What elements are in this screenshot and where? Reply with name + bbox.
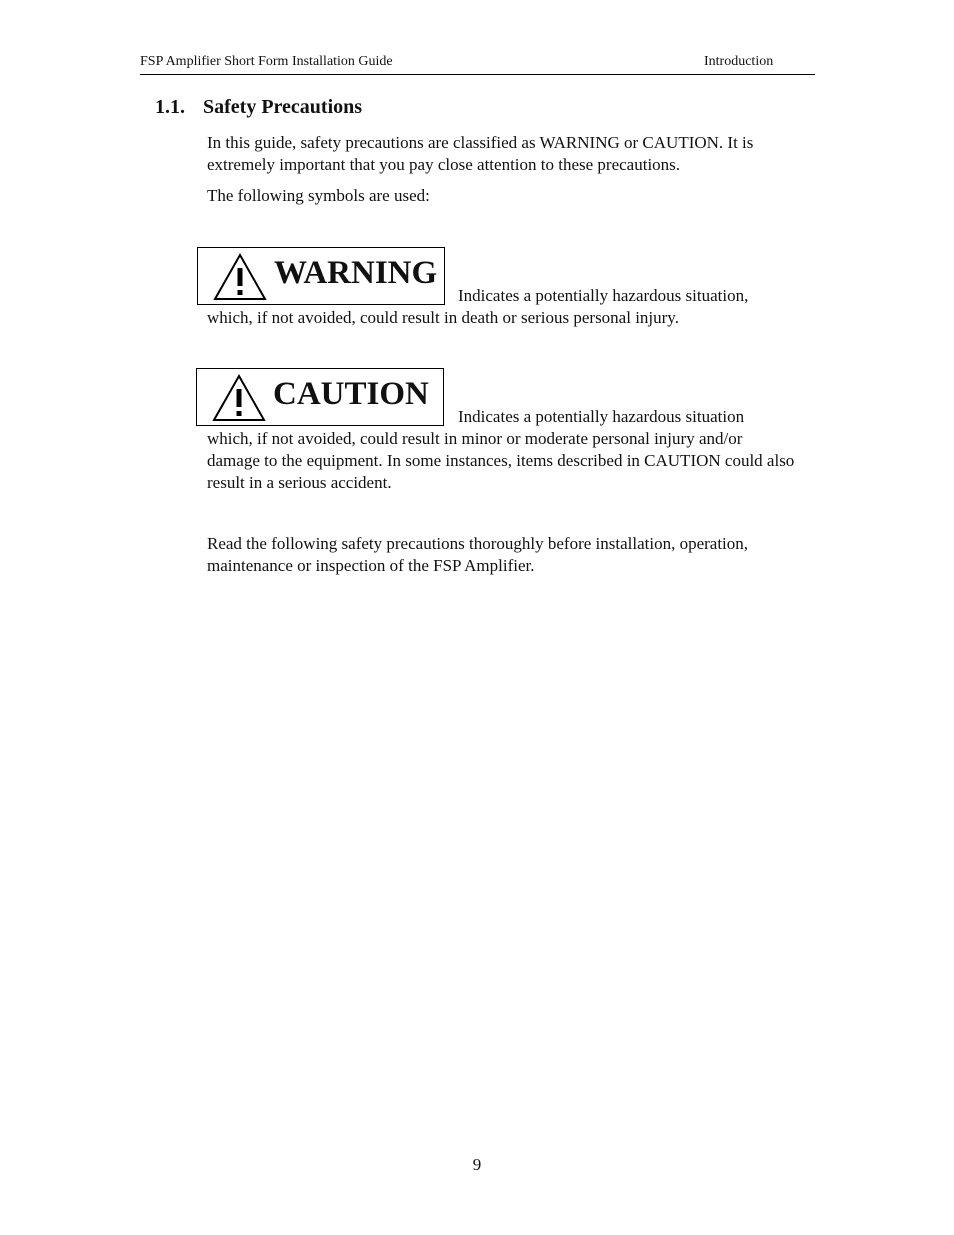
warning-description-rest: which, if not avoided, could result in death or serious personal injury.: [207, 308, 679, 327]
caution-description-rest: which, if not avoided, could result in minor or moderate personal injury and/or damage to the equipment. In some instances, items described in CAUTION could also result in a serious accident.: [207, 429, 795, 492]
warning-label: WARNING: [274, 255, 438, 291]
page-number: 9: [472, 1155, 482, 1174]
symbols-intro: The following symbols are used:: [207, 186, 430, 205]
section-title: Safety Precautions: [203, 96, 363, 118]
warning-symbol-box: [197, 247, 445, 305]
warning-description-first: Indicates a potentially hazardous situation,: [458, 286, 749, 305]
caution-description-first: Indicates a potentially hazardous situation: [458, 407, 745, 426]
intro-paragraph: In this guide, safety precautions are classified as WARNING or CAUTION. It is extremely important that you pay close attention to these precautions.: [207, 133, 754, 174]
warning-triangle-icon: [211, 373, 267, 423]
section-number: 1.1.: [155, 96, 185, 118]
running-header-chapter: Introduction: [704, 54, 774, 69]
caution-label: CAUTION: [273, 376, 429, 412]
closing-paragraph: Read the following safety precautions thoroughly before installation, operation, maintenance or inspection of the FSP Amplifier.: [207, 534, 749, 575]
header-divider: [140, 74, 815, 75]
warning-triangle-icon: [212, 252, 268, 302]
running-header-title: FSP Amplifier Short Form Installation Guide: [140, 54, 393, 69]
section-heading: [155, 96, 362, 119]
caution-symbol-box: [196, 368, 444, 426]
